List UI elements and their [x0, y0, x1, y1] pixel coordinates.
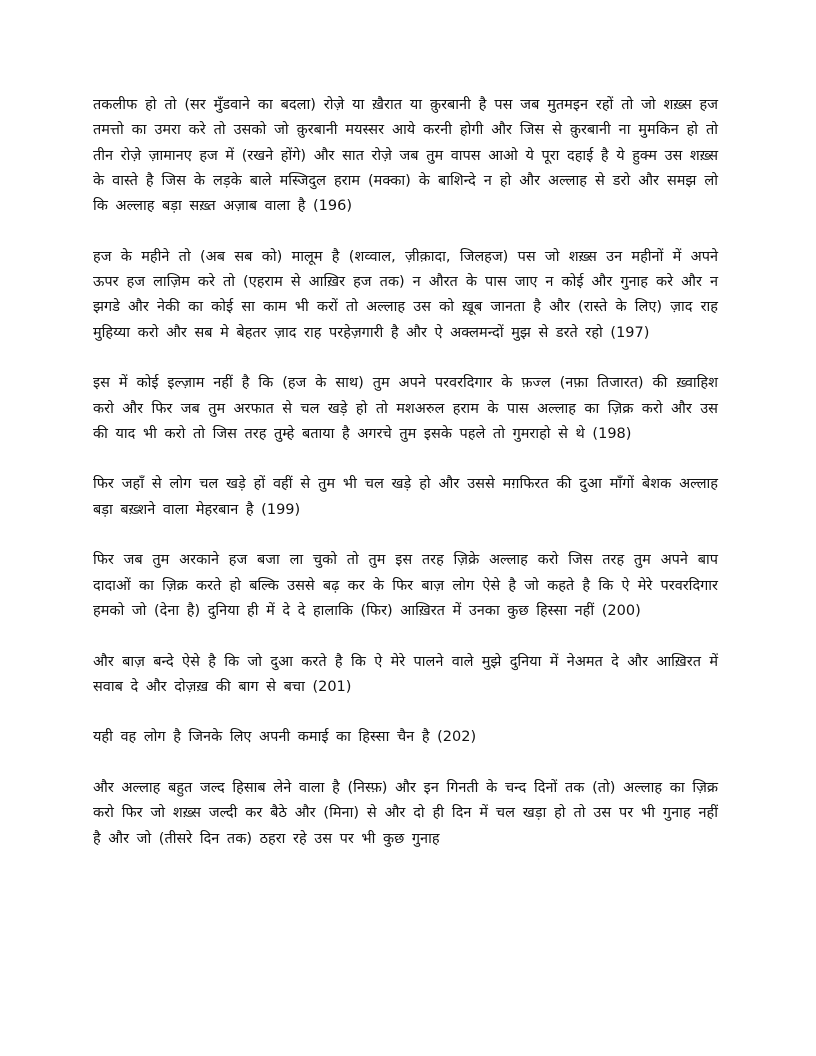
- paragraph-verse-201: और बाज़ बन्दे ऐसे है कि जो दुआ करते है कि ऐ मेरे पालने वाले मुझे दुनिया में नेअमत दे और आख़िरत में सवाब दे और दोज़ख़ की बाग से बचा (201): [93, 653, 718, 695]
- paragraph-verse-200: फिर जब तुम अरकाने हज बजा ला चुको तो तुम इस तरह ज़िक्रे अल्लाह करो जिस तरह तुम अपने बाप दादाओं का ज़िक्र करते हो बल्कि उससे बढ़ कर के फिर बाज़ लोग ऐसे है जो कहते है कि ऐ मेरे परवरदिगार हमको जो (देना है) दुनिया ही में दे दे हालाकि (फिर) आख़िरत में उनका कुछ हिस्सा नहीं (200): [93, 552, 718, 619]
- paragraph-verse-196: तकलीफ हो तो (सर मुँडवाने का बदला) रोज़े या ख़ैरात या क़ुरबानी है पस जब मुतमइन रहों तो जो शख़्स हज तमत्तो का उमरा करे तो उसको जो क़ुरबानी मयस्सर आये करनी होगी और जिस से क़ुरबानी ना मुमकिन हो तो तीन रोज़े ज़ामानए हज में (रखने होंगे) और सात रोज़े जब तुम वापस आओ ये पूरा दहाई है ये हुक्म उस शख़्स के वास्ते है जिस के लड़के बाले मस्जिदुल हराम (मक्का) के बाशिन्दे न हो और अल्लाह से डरो और समझ लो कि अल्लाह बड़ा सख़्त अज़ाब वाला है (196): [93, 97, 718, 215]
- paragraph-verse-199: फिर जहाँ से लोग चल खड़े हों वहीं से तुम भी चल खड़े हो और उससे मग़फिरत की दुआ माँगों बेशक अल्लाह बड़ा बख़्शने वाला मेहरबान है (199): [93, 476, 718, 518]
- paragraph-continued: और अल्लाह बहुत जल्द हिसाब लेने वाला है (निस्फ़) और इन गिनती के चन्द दिनों तक (तो) अल्लाह का ज़िक्र करो फिर जो शख़्स जल्दी कर बैठे और (मिना) से और दो ही दिन में चल खड़ा हो तो उस पर भी गुनाह नहीं है और जो (तीसरे दिन तक) ठहरा रहे उस पर भी कुछ गुनाह: [93, 780, 718, 847]
- paragraph-verse-202: यही वह लोग है जिनके लिए अपनी कमाई का हिस्सा चैन है (202): [93, 729, 477, 746]
- document-page: [93, 93, 718, 877]
- paragraph-verse-197: हज के महीने तो (अब सब को) मालूम है (शव्वाल, ज़ीक़ादा, जिलहज) पस जो शख़्स उन महीनों में अपने ऊपर हज लाज़िम करे तो (एहराम से आख़िर हज तक) न औरत के पास जाए न कोई और गुनाह करे और न झगडे और नेकी का कोई सा काम भी करों तो अल्लाह उस को ख़ूब जानता है और (रास्ते के लिए) ज़ाद राह मुहिय्या करो और सब मे बेहतर ज़ाद राह परहेज़गारी है और ऐ अक्लमन्दों मुझ से डरते रहो (197): [93, 248, 718, 341]
- paragraph-verse-198: इस में कोई इल्ज़ाम नहीं है कि (हज के साथ) तुम अपने परवरदिगार के फ़ज्ल (नफ़ा तिजारत) की ख़्वाहिश करो और फिर जब तुम अरफात से चल खड़े हो तो मशअरुल हराम के पास अल्लाह का ज़िक्र करो और उस की याद भी करो तो जिस तरह तुम्हे बताया है अगरचे तुम इसके पहले तो गुमराहो से थे (198): [93, 375, 718, 442]
